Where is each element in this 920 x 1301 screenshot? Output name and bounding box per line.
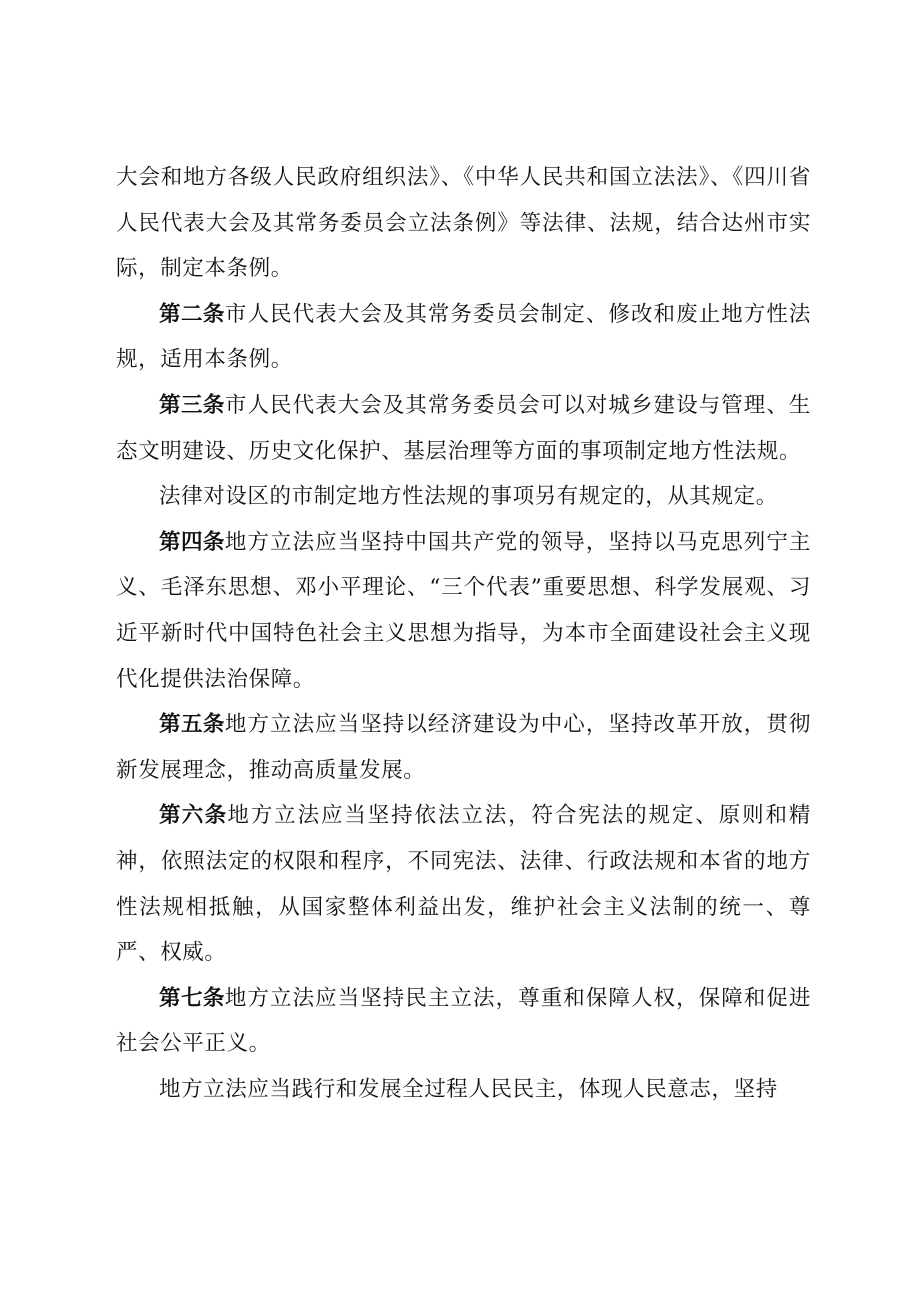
paragraph-text: 地方立法应当坚持依法立法，符合宪法的规定、原则和精神，依照法定的权限和程序，不同宪法、法律、行政法规和本省的地方性法规相抵触，从国家整体利益出发，维护社会主义法制的统一、尊严、权威。 xyxy=(116,803,811,966)
paragraph-article-seven xyxy=(116,976,811,1067)
paragraph-text: 地方立法应当坚持中国共产党的领导，坚持以马克思列宁主义、毛泽东思想、邓小平理论、“三个代表”重要思想、科学发展观、习近平新时代中国特色社会主义思想为指导，为本市全面建设社会主义现代化提供法治保障。 xyxy=(116,529,811,692)
paragraph-text: 法律对设区的市制定地方性法规的事项另有规定的，从其规定。 xyxy=(159,484,778,510)
article-number: 第六条 xyxy=(159,803,228,829)
paragraph-article-four xyxy=(116,520,811,702)
paragraph-text: 市人民代表大会及其常务委员会制定、修改和废止地方性法规，适用本条例。 xyxy=(116,301,811,373)
paragraph-text: 地方立法应当坚持以经济建设为中心，坚持改革开放，贯彻新发展理念，推动高质量发展。 xyxy=(116,712,811,783)
article-number: 第二条 xyxy=(159,301,225,327)
paragraph-article-six xyxy=(116,793,811,975)
article-number: 第五条 xyxy=(159,712,225,738)
paragraph-text: 市人民代表大会及其常务委员会可以对城乡建设与管理、生态文明建设、历史文化保护、基层治理等方面的事项制定地方性法规。 xyxy=(116,392,811,464)
paragraph-article-three xyxy=(116,383,811,474)
document-body xyxy=(116,155,811,1112)
article-number: 第三条 xyxy=(159,392,225,418)
paragraph-article-seven-clause-two xyxy=(116,1067,811,1113)
paragraph-article-five xyxy=(116,702,811,793)
article-number: 第七条 xyxy=(159,985,225,1011)
paragraph-text: 地方立法应当践行和发展全过程人民民主，体现人民意志，坚持 xyxy=(159,1076,778,1102)
paragraph-article-three-clause-two xyxy=(116,474,811,520)
paragraph-article-two xyxy=(116,292,811,383)
paragraph-text: 大会和地方各级人民政府组织法》、《中华人民共和国立法法》、《四川省人民代表大会及其常务委员会立法条例》等法律、法规，结合达州市实际，制定本条例。 xyxy=(116,165,811,282)
article-number: 第四条 xyxy=(159,529,225,555)
paragraph-continued-article-one xyxy=(116,155,811,292)
paragraph-text: 地方立法应当坚持民主立法，尊重和保障人权，保障和促进社会公平正义。 xyxy=(116,985,811,1057)
